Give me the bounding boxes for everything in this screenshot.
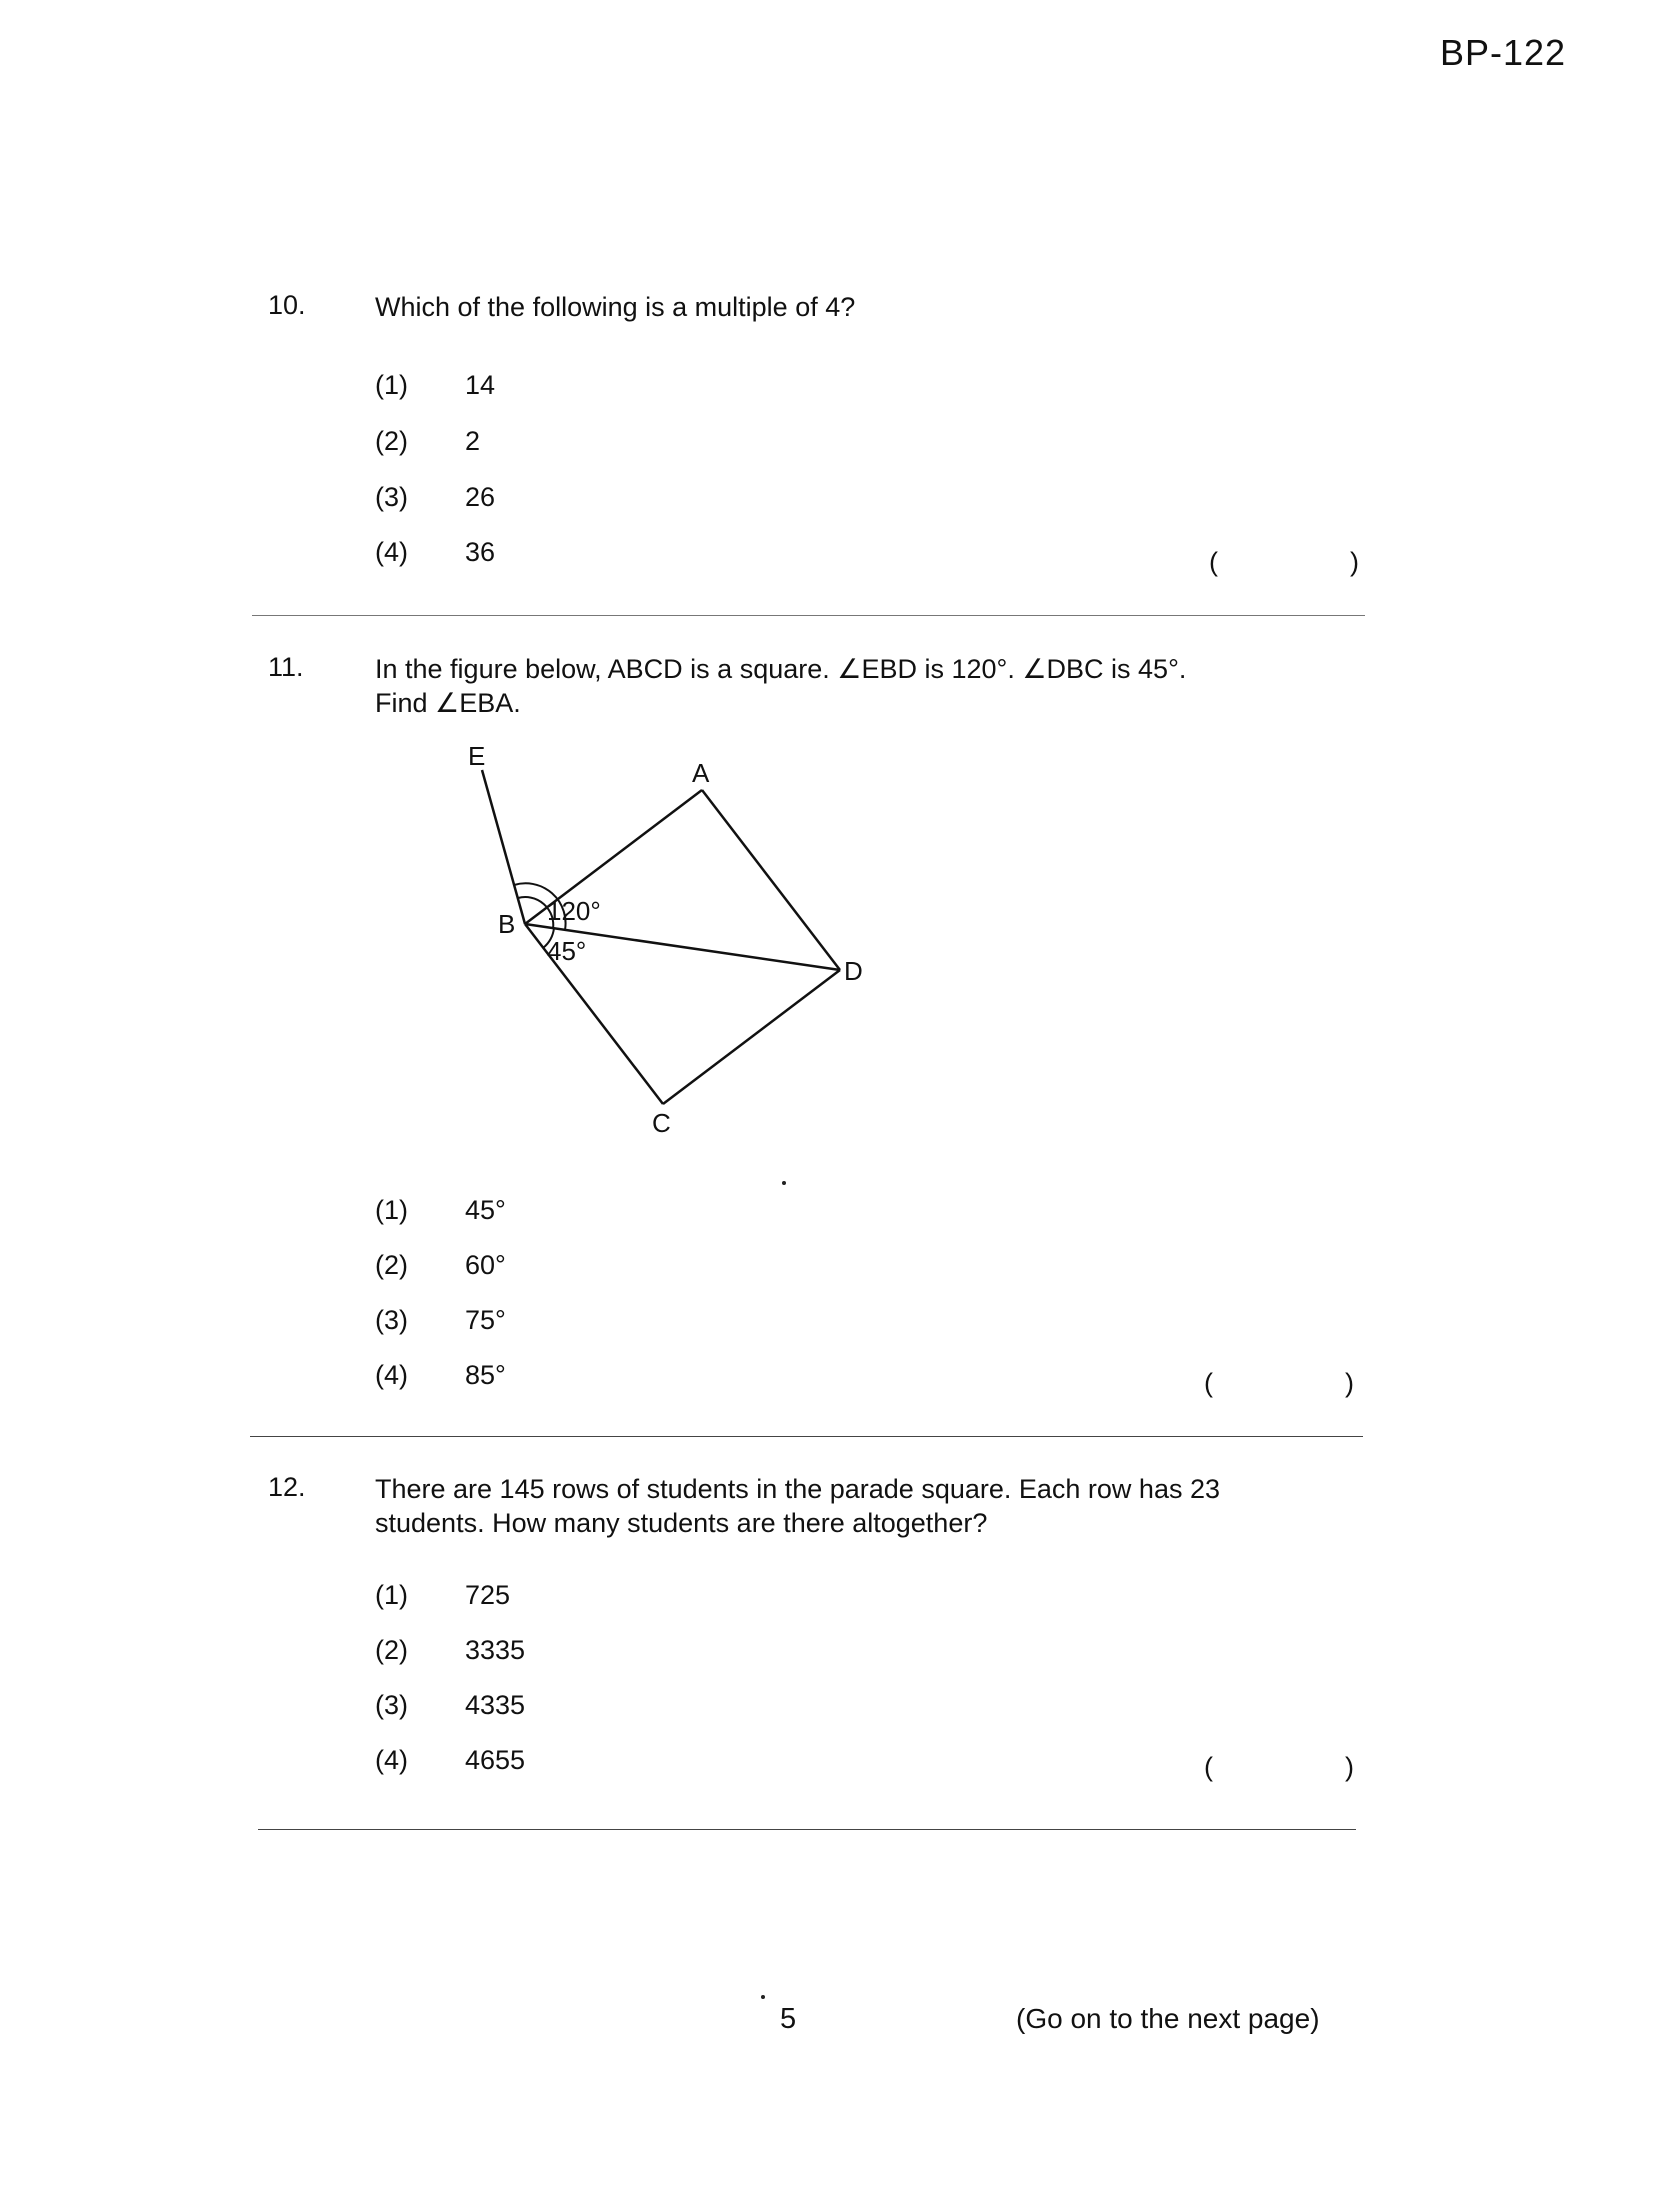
label-a: A [692,758,710,788]
option-value: 36 [465,537,496,567]
question-number: 10. [268,290,306,320]
option-value: 60° [465,1250,506,1280]
option-number: (2) [375,1635,408,1665]
side-cb [525,924,663,1104]
page-number: 5 [780,2003,797,2035]
next-page-note: (Go on to the next page) [1016,2003,1320,2034]
option-number: (1) [375,1580,408,1610]
line-be [482,770,525,924]
question-text-line: In the figure below, ABCD is a square. ∠EBD is 120°. ∠DBC is 45°. [375,654,1187,684]
label-e: E [468,741,486,771]
side-dc [663,970,840,1104]
option-value: 725 [465,1580,511,1610]
option-value: 85° [465,1360,506,1390]
question-text-line: Find ∠EBA. [375,688,521,718]
option-value: 4335 [465,1690,526,1720]
option-number: (2) [375,1250,408,1280]
divider [250,1436,1363,1437]
option-number: (1) [375,1195,408,1225]
option-value: 4655 [465,1745,526,1775]
question-number: 12. [268,1472,306,1502]
label-d: D [844,956,863,986]
option-value: 45° [465,1195,506,1225]
question-text: Which of the following is a multiple of 4? [375,292,856,322]
option-value: 14 [465,370,496,400]
angle-dbc-label: 45° [547,936,587,966]
option-number: (4) [375,1360,408,1390]
scan-speck [782,1181,786,1185]
option-number: (2) [375,426,408,456]
divider [258,1829,1356,1830]
option-value: 2 [465,426,481,456]
question-number: 11. [268,652,304,682]
label-c: C [652,1108,671,1138]
question-text-line: There are 145 rows of students in the parade square. Each row has 23 [375,1474,1221,1504]
question-text [375,652,1355,720]
option-value: 75° [465,1305,506,1335]
divider [252,615,1365,616]
option-number: (3) [375,1690,408,1720]
option-value: 26 [465,482,496,512]
square-figure [430,740,890,1140]
question-text [375,1472,1355,1540]
option-number: (4) [375,1745,408,1775]
label-b: B [498,909,516,939]
option-value: 3335 [465,1635,526,1665]
option-number: (3) [375,482,408,512]
scan-speck [761,1995,765,1999]
question-text-line: students. How many students are there altogether? [375,1508,988,1538]
option-number: (1) [375,370,408,400]
option-number: (3) [375,1305,408,1335]
page-code: BP-122 [1440,32,1567,73]
angle-ebd-label: 120° [547,896,601,926]
option-number: (4) [375,537,408,567]
side-ad [702,790,840,970]
